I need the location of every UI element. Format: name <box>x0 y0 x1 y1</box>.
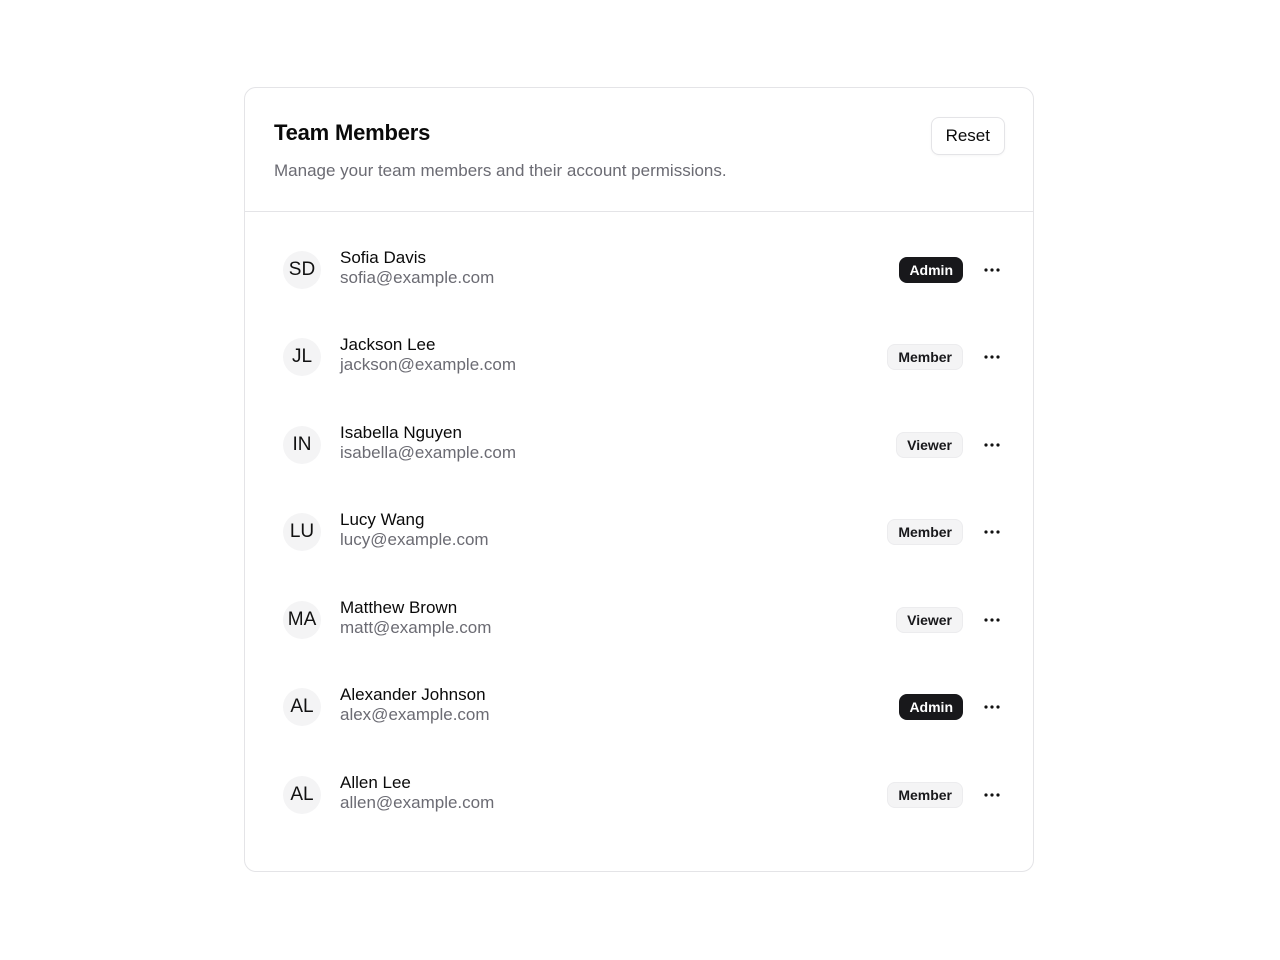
member-row <box>245 212 1033 300</box>
more-horizontal-icon[interactable] <box>977 781 1007 809</box>
reset-button[interactable]: Reset <box>931 117 1005 155</box>
member-email: sofia@example.com <box>340 268 495 287</box>
role-badge: Admin <box>899 694 963 720</box>
role-badge: Admin <box>899 257 963 283</box>
avatar: MA <box>283 601 321 639</box>
member-email: allen@example.com <box>340 793 495 812</box>
role-badge: Member <box>887 782 963 808</box>
member-name: Matthew Brown <box>340 598 458 617</box>
member-row <box>245 387 1033 475</box>
role-badge: Member <box>887 519 963 545</box>
more-horizontal-icon[interactable] <box>977 343 1007 371</box>
member-name: Lucy Wang <box>340 510 425 529</box>
member-name: Alexander Johnson <box>340 685 486 704</box>
more-horizontal-icon[interactable] <box>977 431 1007 459</box>
member-row <box>245 474 1033 562</box>
avatar: LU <box>283 513 321 551</box>
member-row <box>245 299 1033 387</box>
avatar: AL <box>283 688 321 726</box>
avatar: IN <box>283 426 321 464</box>
member-name: Sofia Davis <box>340 248 426 267</box>
member-row <box>245 737 1033 825</box>
more-horizontal-icon[interactable] <box>977 256 1007 284</box>
member-name: Isabella Nguyen <box>340 423 462 442</box>
member-email: isabella@example.com <box>340 443 517 462</box>
role-badge: Viewer <box>896 607 963 633</box>
member-row <box>245 562 1033 650</box>
member-email: alex@example.com <box>340 705 490 724</box>
member-row <box>245 649 1033 737</box>
role-badge: Member <box>887 344 963 370</box>
member-email: matt@example.com <box>340 618 492 637</box>
card-description: Manage your team members and their account permissions. <box>274 161 727 180</box>
card-header <box>245 88 1033 212</box>
more-horizontal-icon[interactable] <box>977 693 1007 721</box>
avatar: AL <box>283 776 321 814</box>
role-badge: Viewer <box>896 432 963 458</box>
member-email: lucy@example.com <box>340 530 489 549</box>
avatar: SD <box>283 251 321 289</box>
avatar: JL <box>283 338 321 376</box>
more-horizontal-icon[interactable] <box>977 606 1007 634</box>
member-name: Jackson Lee <box>340 335 436 354</box>
member-email: jackson@example.com <box>340 355 516 374</box>
more-horizontal-icon[interactable] <box>977 518 1007 546</box>
team-members-card <box>244 87 1034 872</box>
card-title: Team Members <box>274 120 431 145</box>
member-name: Allen Lee <box>340 773 411 792</box>
